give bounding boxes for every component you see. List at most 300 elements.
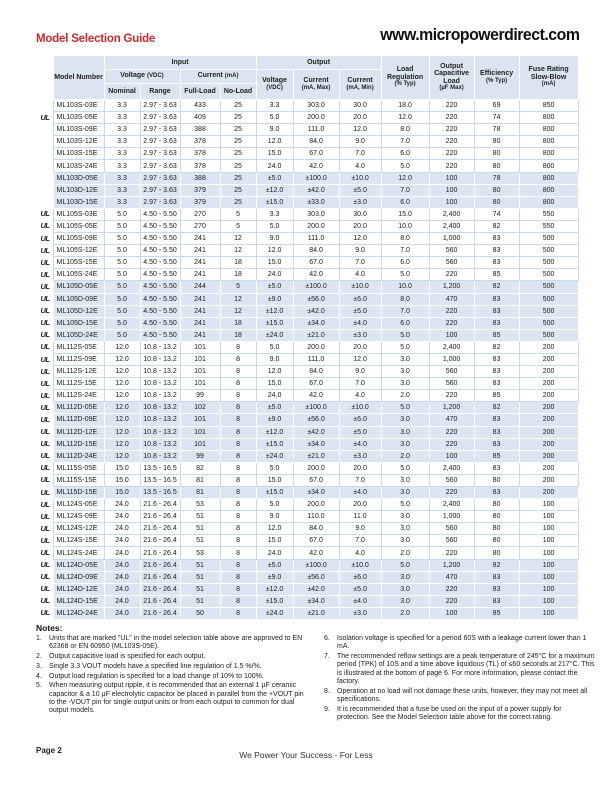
value-cell: ±15.0 xyxy=(256,595,293,607)
value-cell: 8.0 xyxy=(381,124,429,136)
ul-mark-cell xyxy=(33,172,53,184)
value-cell: 12.0 xyxy=(339,233,381,245)
value-cell: 12.0 xyxy=(104,341,140,353)
value-cell: 10.0 xyxy=(381,281,429,293)
value-cell: ±34.0 xyxy=(293,317,339,329)
value-cell: 99 xyxy=(180,390,220,402)
ul-mark-icon: UL xyxy=(40,475,50,485)
value-cell: 220 xyxy=(429,317,474,329)
value-cell: 378 xyxy=(180,160,220,172)
value-cell: 241 xyxy=(180,245,220,257)
value-cell: 9.0 xyxy=(339,136,381,148)
value-cell: 1,200 xyxy=(429,559,474,571)
value-cell: 560 xyxy=(429,523,474,535)
ul-mark-cell xyxy=(33,523,53,535)
model-number-cell: ML105D-05E xyxy=(53,281,104,293)
header-input-group: Input xyxy=(104,56,256,70)
value-cell: 12.0 xyxy=(381,112,429,124)
ul-gutter-header xyxy=(33,56,53,100)
value-cell: ±9.0 xyxy=(256,293,293,305)
note-text: Output load regulation is specified for a load change of 10% to 100%. xyxy=(49,672,264,680)
notes-heading: Notes: xyxy=(36,623,63,633)
value-cell: 13.5 - 16.5 xyxy=(140,462,180,474)
value-cell: 6.0 xyxy=(381,148,429,160)
value-cell: 111.0 xyxy=(293,124,339,136)
value-cell: 85 xyxy=(474,329,519,341)
table-row xyxy=(33,450,578,462)
value-cell: 3.0 xyxy=(381,438,429,450)
value-cell: 2.97 - 3.63 xyxy=(140,124,180,136)
value-cell: 80 xyxy=(474,136,519,148)
value-cell: 81 xyxy=(180,487,220,499)
value-cell: ±42.0 xyxy=(293,184,339,196)
value-cell: ±10.0 xyxy=(339,281,381,293)
value-cell: 80 xyxy=(474,535,519,547)
value-cell: 80 xyxy=(474,474,519,486)
value-cell: 12 xyxy=(220,293,256,305)
value-cell: 83 xyxy=(474,366,519,378)
ul-mark-icon: UL xyxy=(40,330,50,340)
header-nominal: Nominal xyxy=(104,84,140,100)
value-cell: 8 xyxy=(220,499,256,511)
value-cell: 379 xyxy=(180,184,220,196)
model-number-cell: ML112D-09E xyxy=(53,414,104,426)
note-item xyxy=(36,673,308,681)
value-cell: 24.0 xyxy=(256,269,293,281)
table-row xyxy=(33,438,578,450)
value-cell: 200 xyxy=(519,353,578,365)
value-cell: 5.0 xyxy=(104,329,140,341)
value-cell: 8 xyxy=(220,341,256,353)
value-cell: 25 xyxy=(220,172,256,184)
value-cell: 15.0 xyxy=(381,208,429,220)
ul-mark-cell xyxy=(33,438,53,450)
value-cell: 78 xyxy=(474,124,519,136)
value-cell: 7.0 xyxy=(381,245,429,257)
model-number-cell: ML124D-24E xyxy=(53,607,104,619)
ul-mark-cell xyxy=(33,233,53,245)
value-cell: 20.0 xyxy=(339,499,381,511)
table-row xyxy=(33,353,578,365)
value-cell: ±5.0 xyxy=(339,305,381,317)
ul-mark-icon: UL xyxy=(40,584,50,594)
table-row xyxy=(33,402,578,414)
table-row xyxy=(33,535,578,547)
value-cell: 220 xyxy=(429,148,474,160)
ul-mark-icon: UL xyxy=(40,342,50,352)
value-cell: 80 xyxy=(474,196,519,208)
value-cell: ±15.0 xyxy=(256,317,293,329)
value-cell: 100 xyxy=(519,547,578,559)
value-cell: 2,400 xyxy=(429,341,474,353)
value-cell: 3.3 xyxy=(104,100,140,112)
ul-mark-cell xyxy=(33,390,53,402)
table-row xyxy=(33,329,578,341)
value-cell: 3.0 xyxy=(381,523,429,535)
table-row xyxy=(33,220,578,232)
value-cell: 15.0 xyxy=(104,474,140,486)
value-cell: 9.0 xyxy=(339,523,381,535)
value-cell: 560 xyxy=(429,257,474,269)
value-cell: 3.0 xyxy=(381,571,429,583)
value-cell: 67.0 xyxy=(293,378,339,390)
ul-mark-cell xyxy=(33,474,53,486)
value-cell: 3.0 xyxy=(381,535,429,547)
header-label: Voltage xyxy=(262,77,287,84)
model-number-cell: ML103S-09E xyxy=(53,124,104,136)
value-cell: 15.0 xyxy=(256,257,293,269)
value-cell: 85 xyxy=(474,607,519,619)
value-cell: 25 xyxy=(220,112,256,124)
value-cell: 10.8 - 13.2 xyxy=(140,366,180,378)
page-number: Page 2 xyxy=(36,746,62,755)
value-cell: 270 xyxy=(180,220,220,232)
value-cell: 7.0 xyxy=(381,184,429,196)
value-cell: 51 xyxy=(180,583,220,595)
model-number-cell: ML115S-05E xyxy=(53,462,104,474)
value-cell: 5.0 xyxy=(104,220,140,232)
header-efficiency xyxy=(474,56,519,100)
value-cell: 42.0 xyxy=(293,547,339,559)
table-row xyxy=(33,281,578,293)
ul-mark-cell xyxy=(33,547,53,559)
model-number-cell: ML124D-09E xyxy=(53,571,104,583)
value-cell: 5.0 xyxy=(381,269,429,281)
value-cell: 5.0 xyxy=(381,160,429,172)
table-body xyxy=(33,100,578,620)
value-cell: 241 xyxy=(180,305,220,317)
model-number-cell: ML112D-05E xyxy=(53,402,104,414)
value-cell: 4.50 - 5.50 xyxy=(140,293,180,305)
value-cell: 1,000 xyxy=(429,233,474,245)
table-row xyxy=(33,571,578,583)
value-cell: ±12.0 xyxy=(256,583,293,595)
value-cell: 50 xyxy=(180,607,220,619)
value-cell: ±100.0 xyxy=(293,402,339,414)
value-cell: 101 xyxy=(180,438,220,450)
value-cell: 200 xyxy=(519,474,578,486)
value-cell: 8 xyxy=(220,547,256,559)
header-output-capacitive-load xyxy=(429,56,474,100)
model-number-cell: ML103D-12E xyxy=(53,184,104,196)
ul-mark-icon: UL xyxy=(40,451,50,461)
value-cell: 220 xyxy=(429,100,474,112)
note-item xyxy=(324,688,596,705)
value-cell: 8 xyxy=(220,487,256,499)
value-cell: 82 xyxy=(474,341,519,353)
header-unit: (VDC) xyxy=(147,73,164,80)
ul-mark-cell xyxy=(33,378,53,390)
value-cell: 5.0 xyxy=(104,305,140,317)
table-row xyxy=(33,124,578,136)
value-cell: 9.0 xyxy=(256,353,293,365)
value-cell: ±5.0 xyxy=(339,583,381,595)
value-cell: 8 xyxy=(220,402,256,414)
header-load-regulation xyxy=(381,56,429,100)
value-cell: 8 xyxy=(220,426,256,438)
value-cell: 24.0 xyxy=(104,511,140,523)
value-cell: 20.0 xyxy=(339,462,381,474)
value-cell: 470 xyxy=(429,414,474,426)
ul-mark-cell xyxy=(33,535,53,547)
table-row xyxy=(33,233,578,245)
value-cell: 42.0 xyxy=(293,269,339,281)
model-number-cell: ML112S-24E xyxy=(53,390,104,402)
value-cell: 21.6 - 26.4 xyxy=(140,583,180,595)
model-number-cell: ML105S-09E xyxy=(53,233,104,245)
ul-mark-icon: UL xyxy=(40,560,50,570)
value-cell: 200.0 xyxy=(293,112,339,124)
value-cell: ±5.0 xyxy=(256,281,293,293)
value-cell: 200.0 xyxy=(293,499,339,511)
table-row xyxy=(33,511,578,523)
value-cell: 2.97 - 3.63 xyxy=(140,172,180,184)
value-cell: 15.0 xyxy=(256,148,293,160)
value-cell: 53 xyxy=(180,499,220,511)
value-cell: 100 xyxy=(429,184,474,196)
value-cell: 800 xyxy=(519,136,578,148)
value-cell: 67.0 xyxy=(293,257,339,269)
value-cell: 85 xyxy=(474,269,519,281)
value-cell: 550 xyxy=(519,208,578,220)
value-cell: 4.50 - 5.50 xyxy=(140,269,180,281)
model-number-cell: ML124S-09E xyxy=(53,511,104,523)
value-cell: 5.0 xyxy=(104,293,140,305)
value-cell: 83 xyxy=(474,353,519,365)
value-cell: 8 xyxy=(220,583,256,595)
value-cell: 200 xyxy=(519,341,578,353)
value-cell: 80 xyxy=(474,148,519,160)
value-cell: 25 xyxy=(220,124,256,136)
value-cell: ±5.0 xyxy=(339,184,381,196)
value-cell: 84.0 xyxy=(293,245,339,257)
value-cell: 18.0 xyxy=(381,100,429,112)
table-row xyxy=(33,184,578,196)
value-cell: 10.8 - 13.2 xyxy=(140,353,180,365)
model-number-cell: ML103S-05E xyxy=(53,112,104,124)
model-number-cell: ML103D-05E xyxy=(53,172,104,184)
model-number-cell: ML112D-24E xyxy=(53,450,104,462)
ul-mark-cell xyxy=(33,366,53,378)
ul-mark-cell xyxy=(33,595,53,607)
value-cell: 84.0 xyxy=(293,136,339,148)
value-cell: 12.0 xyxy=(104,414,140,426)
ul-mark-icon: UL xyxy=(40,572,50,582)
model-number-cell: ML115D-15E xyxy=(53,487,104,499)
value-cell: 83 xyxy=(474,233,519,245)
value-cell: 12.0 xyxy=(339,124,381,136)
header-output-current-max xyxy=(293,70,339,100)
note-text: Single 3.3 VOUT models have a specified line regulation of 1.5 %/%. xyxy=(49,662,262,670)
value-cell: 21.6 - 26.4 xyxy=(140,571,180,583)
value-cell: 3.0 xyxy=(381,474,429,486)
value-cell: 100 xyxy=(519,583,578,595)
value-cell: 51 xyxy=(180,535,220,547)
value-cell: 3.0 xyxy=(381,487,429,499)
ul-mark-cell xyxy=(33,257,53,269)
value-cell: 83 xyxy=(474,571,519,583)
value-cell: 3.0 xyxy=(381,426,429,438)
value-cell: 200 xyxy=(519,450,578,462)
value-cell: 84.0 xyxy=(293,366,339,378)
value-cell: 8 xyxy=(220,462,256,474)
value-cell: 5.0 xyxy=(256,220,293,232)
value-cell: 8 xyxy=(220,366,256,378)
table-row xyxy=(33,583,578,595)
value-cell: ±21.0 xyxy=(293,607,339,619)
value-cell: 850 xyxy=(519,100,578,112)
value-cell: 15.0 xyxy=(104,487,140,499)
ul-mark-icon: UL xyxy=(40,233,50,243)
ul-mark-cell xyxy=(33,317,53,329)
value-cell: 5 xyxy=(220,281,256,293)
value-cell: 51 xyxy=(180,595,220,607)
header-unit: (% Typ) xyxy=(394,81,416,88)
value-cell: 500 xyxy=(519,257,578,269)
value-cell: ±3.0 xyxy=(339,196,381,208)
value-cell: 220 xyxy=(429,269,474,281)
table-row xyxy=(33,245,578,257)
value-cell: 18 xyxy=(220,257,256,269)
value-cell: ±34.0 xyxy=(293,487,339,499)
value-cell: 500 xyxy=(519,233,578,245)
value-cell: 200.0 xyxy=(293,462,339,474)
note-number: 7. xyxy=(324,653,330,661)
ul-mark-cell xyxy=(33,329,53,341)
table-row xyxy=(33,136,578,148)
value-cell: 200 xyxy=(519,390,578,402)
value-cell: 220 xyxy=(429,390,474,402)
value-cell: 3.0 xyxy=(381,511,429,523)
model-number-cell: ML105S-24E xyxy=(53,269,104,281)
ul-mark-icon: UL xyxy=(40,414,50,424)
value-cell: 82 xyxy=(474,559,519,571)
ul-mark-icon: UL xyxy=(40,354,50,364)
note-item xyxy=(324,653,596,686)
value-cell: 2,400 xyxy=(429,462,474,474)
value-cell: 8 xyxy=(220,571,256,583)
note-number: 3. xyxy=(36,662,42,670)
value-cell: 270 xyxy=(180,208,220,220)
table-row xyxy=(33,366,578,378)
value-cell: 241 xyxy=(180,293,220,305)
value-cell: 3.0 xyxy=(381,414,429,426)
note-text: It is recommended that a fuse be used on the input of a power supply for protection. See the Model Selection table above for the correct rating. xyxy=(337,705,562,722)
value-cell: 220 xyxy=(429,160,474,172)
ul-mark-icon: UL xyxy=(40,378,50,388)
value-cell: 7.0 xyxy=(339,474,381,486)
note-text: Units that are marked "UL" in the model selection table above are approved to EN 62368 or EN 60950 (ML103S-05E). xyxy=(49,635,303,651)
value-cell: 3.3 xyxy=(104,136,140,148)
model-number-cell: ML103S-15E xyxy=(53,148,104,160)
value-cell: 69 xyxy=(474,100,519,112)
value-cell: 24.0 xyxy=(104,523,140,535)
value-cell: 51 xyxy=(180,523,220,535)
table-row xyxy=(33,160,578,172)
value-cell: 21.6 - 26.4 xyxy=(140,511,180,523)
value-cell: 80 xyxy=(474,511,519,523)
value-cell: 12.0 xyxy=(381,172,429,184)
value-cell: 200.0 xyxy=(293,341,339,353)
value-cell: 409 xyxy=(180,112,220,124)
ul-mark-cell xyxy=(33,341,53,353)
table-row xyxy=(33,100,578,112)
value-cell: 100 xyxy=(429,172,474,184)
value-cell: ±100.0 xyxy=(293,172,339,184)
value-cell: 3.3 xyxy=(256,100,293,112)
ul-mark-cell xyxy=(33,160,53,172)
value-cell: ±9.0 xyxy=(256,414,293,426)
value-cell: 1,000 xyxy=(429,511,474,523)
model-number-cell: ML112D-15E xyxy=(53,438,104,450)
ul-mark-cell xyxy=(33,450,53,462)
header-label: Current xyxy=(197,72,223,80)
model-number-cell: ML112S-05E xyxy=(53,341,104,353)
ul-mark-cell xyxy=(33,281,53,293)
value-cell: 560 xyxy=(429,378,474,390)
value-cell: 10.8 - 13.2 xyxy=(140,450,180,462)
note-number: 6. xyxy=(324,635,330,642)
value-cell: ±3.0 xyxy=(339,450,381,462)
value-cell: 220 xyxy=(429,583,474,595)
value-cell: 25 xyxy=(220,196,256,208)
value-cell: 2.97 - 3.63 xyxy=(140,148,180,160)
value-cell: 220 xyxy=(429,136,474,148)
value-cell: 12.0 xyxy=(104,438,140,450)
value-cell: ±100.0 xyxy=(293,559,339,571)
value-cell: 9.0 xyxy=(256,511,293,523)
value-cell: 2,400 xyxy=(429,220,474,232)
value-cell: 100 xyxy=(519,559,578,571)
value-cell: 220 xyxy=(429,112,474,124)
ul-mark-cell xyxy=(33,583,53,595)
website-link[interactable]: www.micropowerdirect.com xyxy=(379,26,579,44)
value-cell: 80 xyxy=(474,523,519,535)
value-cell: 101 xyxy=(180,426,220,438)
value-cell: 220 xyxy=(429,438,474,450)
value-cell: 7.0 xyxy=(339,148,381,160)
model-number-cell: ML124S-05E xyxy=(53,499,104,511)
value-cell: 10.0 xyxy=(381,220,429,232)
value-cell: 5.0 xyxy=(381,341,429,353)
ul-mark-cell xyxy=(33,220,53,232)
model-number-cell: ML124D-15E xyxy=(53,595,104,607)
value-cell: ±12.0 xyxy=(256,426,293,438)
ul-mark-icon: UL xyxy=(40,523,50,533)
model-number-cell: ML124S-24E xyxy=(53,547,104,559)
value-cell: 8 xyxy=(220,438,256,450)
ul-mark-icon: UL xyxy=(40,318,50,328)
notes-section xyxy=(36,623,596,724)
value-cell: 5 xyxy=(220,208,256,220)
value-cell: 5.0 xyxy=(104,281,140,293)
header-fuse-rating xyxy=(519,56,578,100)
value-cell: 100 xyxy=(519,511,578,523)
value-cell: 2.97 - 3.63 xyxy=(140,100,180,112)
value-cell: 5.0 xyxy=(104,233,140,245)
value-cell: 5.0 xyxy=(381,499,429,511)
value-cell: 12.0 xyxy=(104,450,140,462)
table-row xyxy=(33,317,578,329)
model-number-cell: ML124D-12E xyxy=(53,583,104,595)
value-cell: 6.0 xyxy=(381,196,429,208)
value-cell: 800 xyxy=(519,112,578,124)
value-cell: ±33.0 xyxy=(293,196,339,208)
ul-mark-icon: UL xyxy=(40,390,50,400)
value-cell: 21.6 - 26.4 xyxy=(140,535,180,547)
value-cell: ±34.0 xyxy=(293,595,339,607)
value-cell: 303.0 xyxy=(293,208,339,220)
